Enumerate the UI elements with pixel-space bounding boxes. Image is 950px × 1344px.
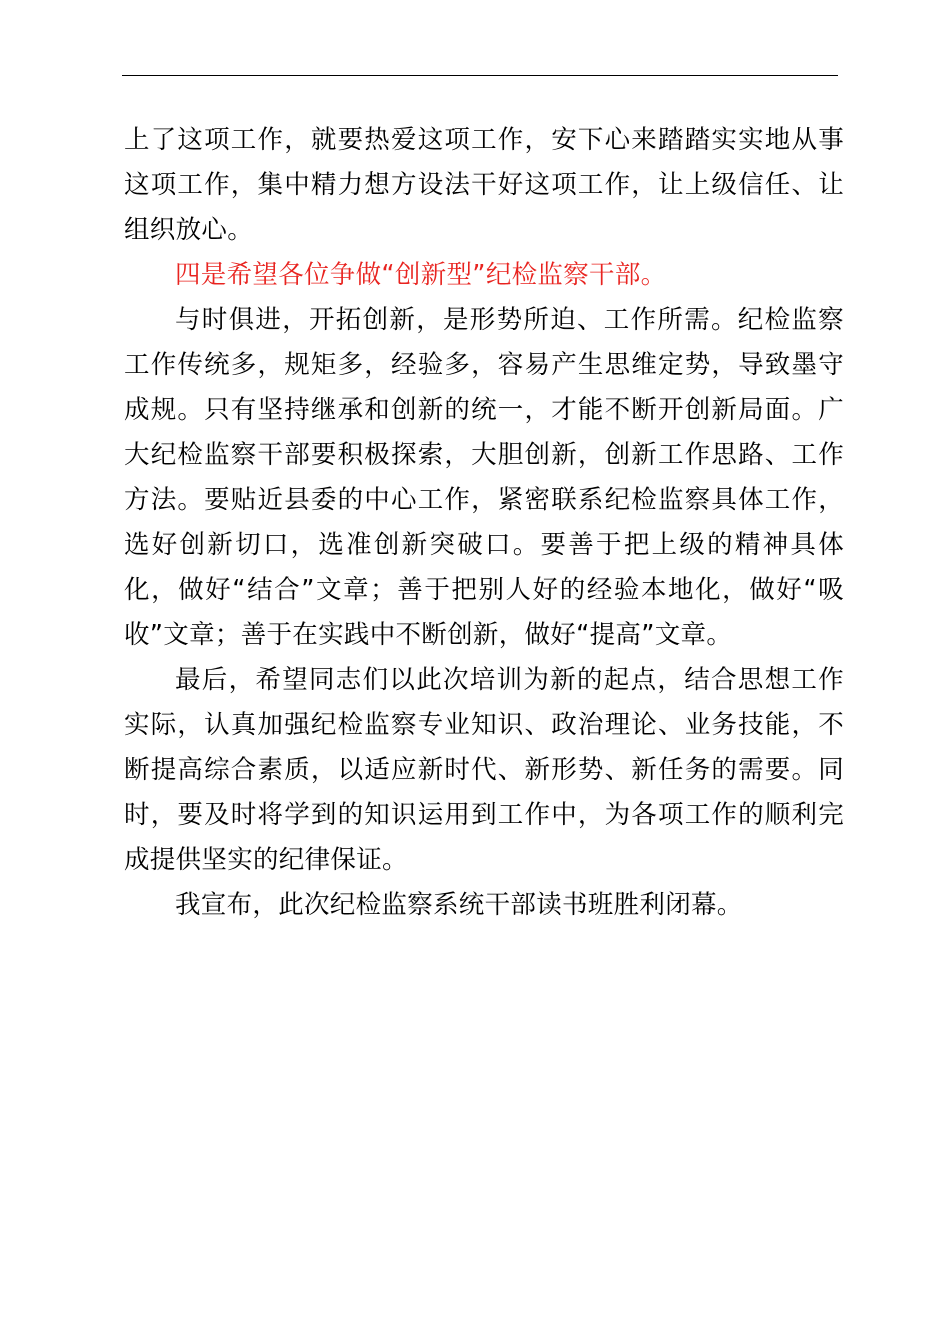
paragraph-innovation: 与时俱进，开拓创新，是形势所迫、工作所需。纪检监察工作传统多，规矩多，经验多，容易产生思维定势，导致墨守成规。只有坚持继承和创新的统一，才能不断开创新局面。广大纪检监察干部要积极探索，大胆创新，创新工作思路、工作方法。要贴近县委的中心工作，紧密联系纪检监察具体工作，选好创新切口，选准创新突破口。要善于把上级的精神具体化，做好“结合”文章；善于把别人好的经验本地化，做好“吸收”文章；善于在实践中不断创新，做好“提高”文章。 — [124, 305, 844, 650]
paragraph-closing-declaration: 我宣布，此次纪检监察系统干部读书班胜利闭幕。 — [175, 890, 743, 920]
header-rule — [122, 75, 838, 76]
document-body — [124, 118, 844, 928]
paragraph-closing-wishes: 最后，希望同志们以此次培训为新的起点，结合思想工作实际，认真加强纪检监察专业知识、政治理论、业务技能，不断提高综合素质，以适应新时代、新形势、新任务的需要。同时，要及时将学到的知识运用到工作中，为各项工作的顺利完成提供坚实的纪律保证。 — [124, 665, 844, 875]
paragraph-continuation: 上了这项工作，就要热爱这项工作，安下心来踏踏实实地从事这项工作，集中精力想方设法干好这项工作，让上级信任、让组织放心。 — [124, 125, 844, 245]
section-heading-innovative-cadre: 四是希望各位争做“创新型”纪检监察干部。 — [175, 260, 667, 290]
